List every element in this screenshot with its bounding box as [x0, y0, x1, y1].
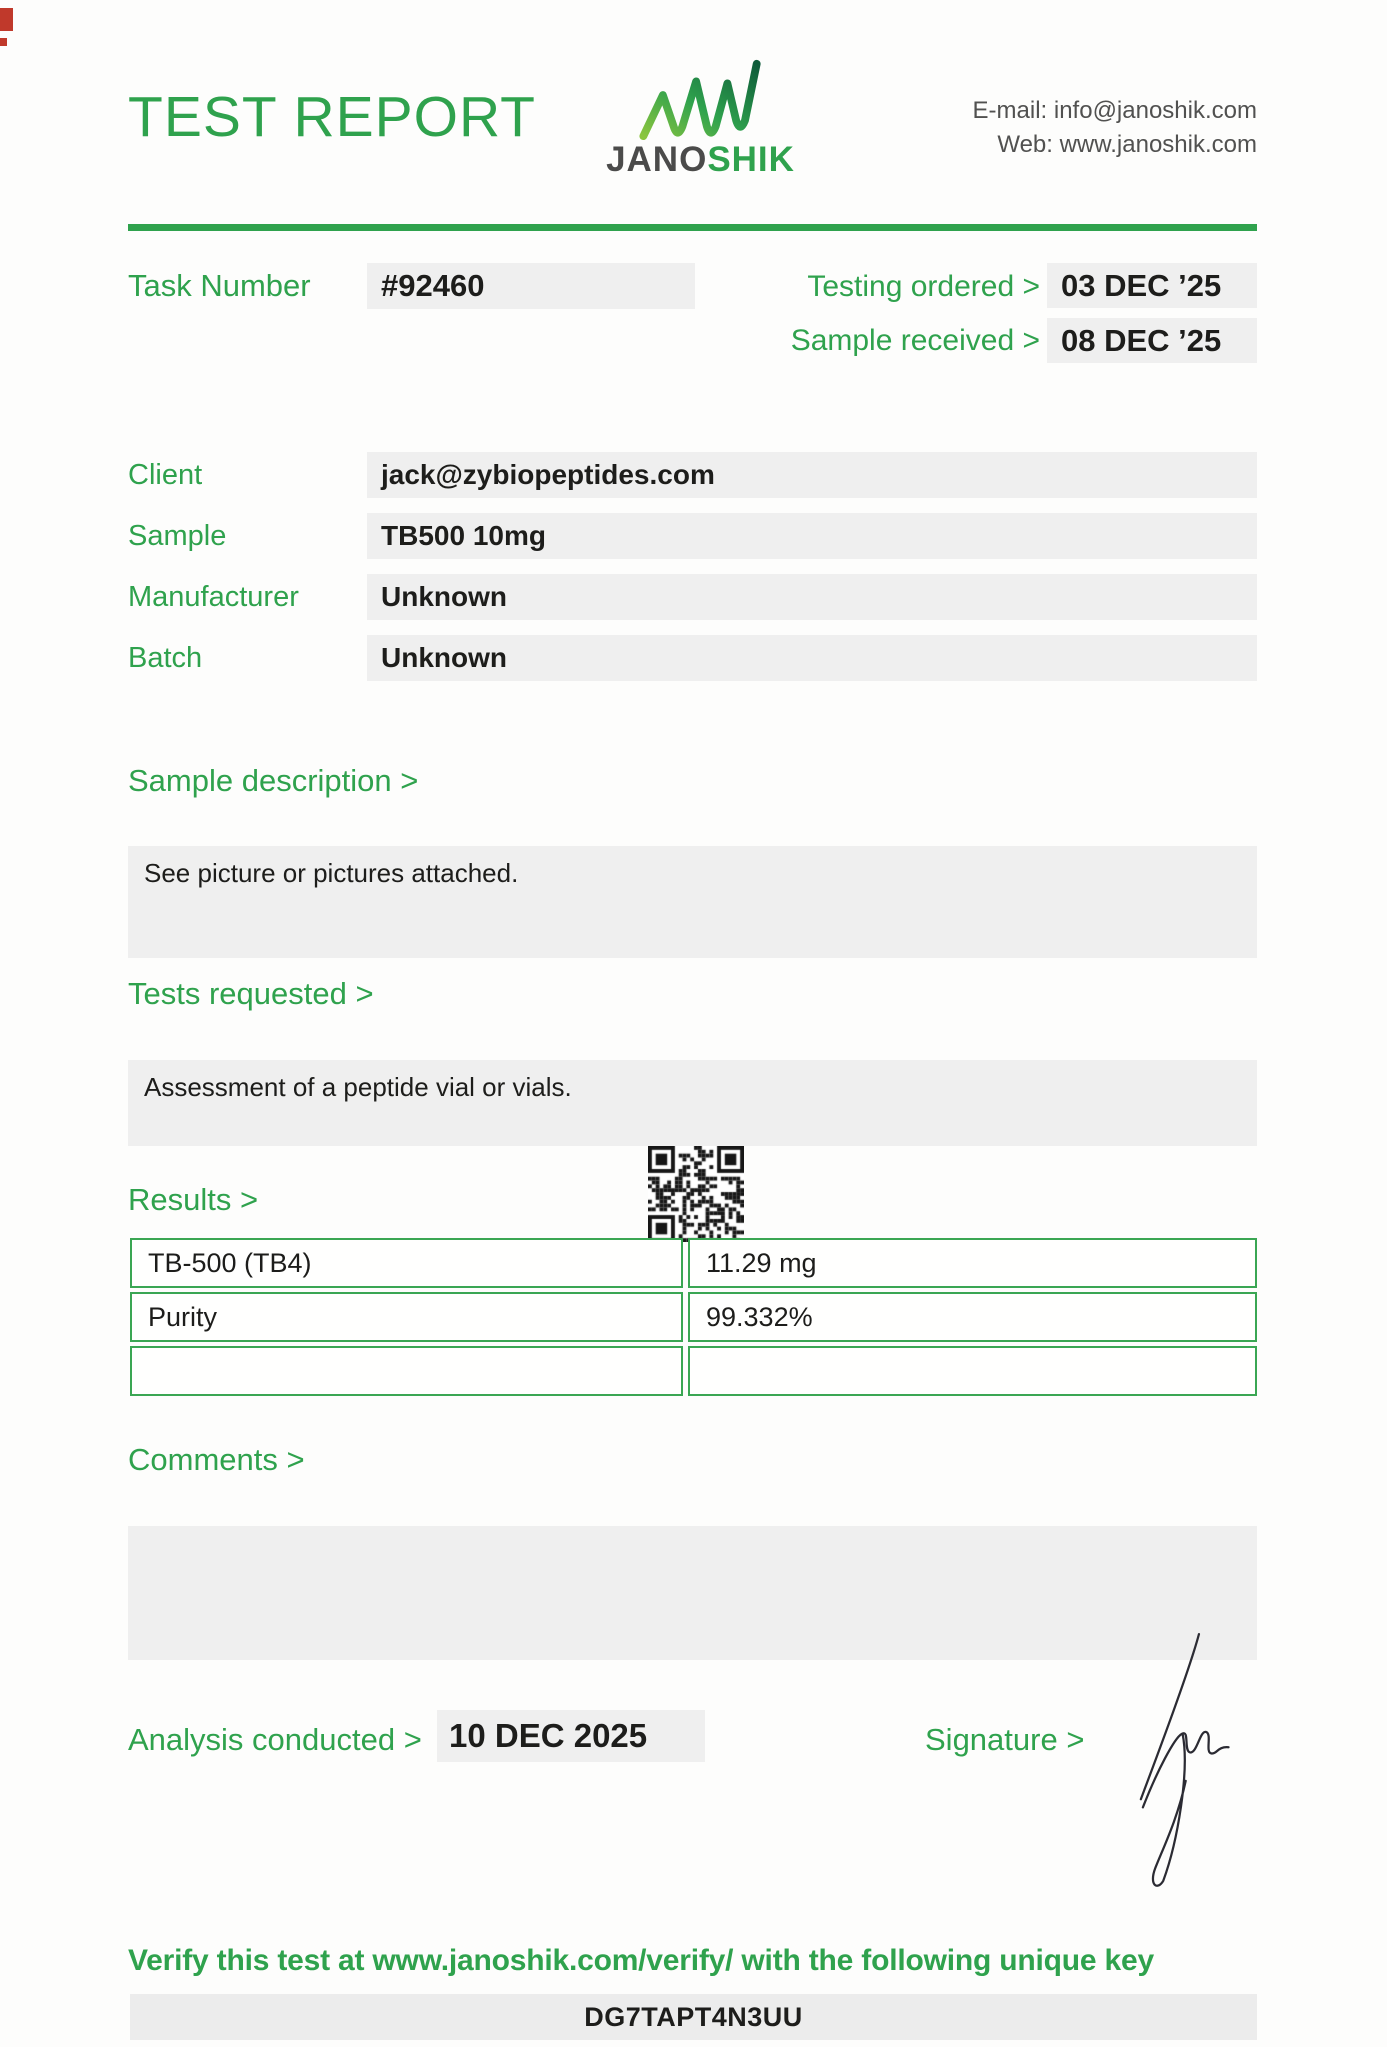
contact-web: Web: www.janoshik.com [997, 131, 1257, 158]
signature-label: Signature > [925, 1722, 1085, 1757]
unique-key: DG7TAPT4N3UU [130, 1994, 1257, 2040]
result-value-cell: 99.332% [688, 1292, 1257, 1342]
testing-ordered-value: 03 DEC ’25 [1047, 263, 1257, 308]
result-value-cell: 11.29 mg [688, 1238, 1257, 1288]
task-number-label: Task Number [128, 268, 311, 303]
page-title: TEST REPORT [128, 85, 536, 149]
janoshik-logo [598, 56, 803, 180]
sample-label: Sample [128, 520, 227, 552]
scan-artifact [0, 38, 7, 46]
contact-block [973, 94, 1257, 162]
logo-text-shik: SHIK [707, 140, 795, 179]
verify-instruction: Verify this test at www.janoshik.com/verify/ with the following unique key [128, 1944, 1154, 1977]
logo-text-jano: JANO [606, 140, 708, 179]
batch-label: Batch [128, 642, 203, 674]
results-heading: Results > [128, 1182, 259, 1217]
tests-requested-box: Assessment of a peptide vial or vials. [128, 1060, 1257, 1146]
batch-value: Unknown [367, 635, 1257, 681]
result-name-cell: TB-500 (TB4) [130, 1238, 683, 1288]
analysis-conducted-label: Analysis conducted > [128, 1722, 422, 1757]
result-name-cell: Purity [130, 1292, 683, 1342]
chart-peaks-icon [635, 56, 767, 142]
sample-received-value: 08 DEC ’25 [1047, 318, 1257, 363]
task-number-value: #92460 [367, 263, 695, 309]
sample-info-list [0, 452, 1387, 696]
sample-description-box: See picture or pictures attached. [128, 846, 1257, 958]
info-row-batch [0, 635, 1387, 681]
header-divider [128, 224, 1257, 231]
qr-code [648, 1146, 744, 1242]
results-table [130, 1238, 1257, 1396]
comments-heading: Comments > [128, 1442, 305, 1477]
result-name-cell [130, 1346, 683, 1396]
sample-value: TB500 10mg [367, 513, 1257, 559]
manufacturer-value: Unknown [367, 574, 1257, 620]
tests-requested-heading: Tests requested > [128, 976, 374, 1011]
info-row-client [0, 452, 1387, 498]
signature-scribble [1118, 1628, 1233, 1893]
scan-artifact [0, 8, 13, 31]
comments-box [128, 1526, 1257, 1660]
info-row-manufacturer [0, 574, 1387, 620]
result-value-cell [688, 1346, 1257, 1396]
analysis-conducted-value: 10 DEC 2025 [437, 1710, 705, 1762]
sample-description-heading: Sample description > [128, 763, 419, 798]
testing-ordered-label: Testing ordered > [807, 270, 1040, 303]
info-row-sample [0, 513, 1387, 559]
logo-wordmark [598, 140, 803, 180]
sample-received-label: Sample received > [790, 324, 1040, 357]
client-label: Client [128, 459, 203, 491]
manufacturer-label: Manufacturer [128, 581, 299, 613]
client-value: jack@zybiopeptides.com [367, 452, 1257, 498]
contact-email: E-mail: info@janoshik.com [972, 97, 1257, 124]
